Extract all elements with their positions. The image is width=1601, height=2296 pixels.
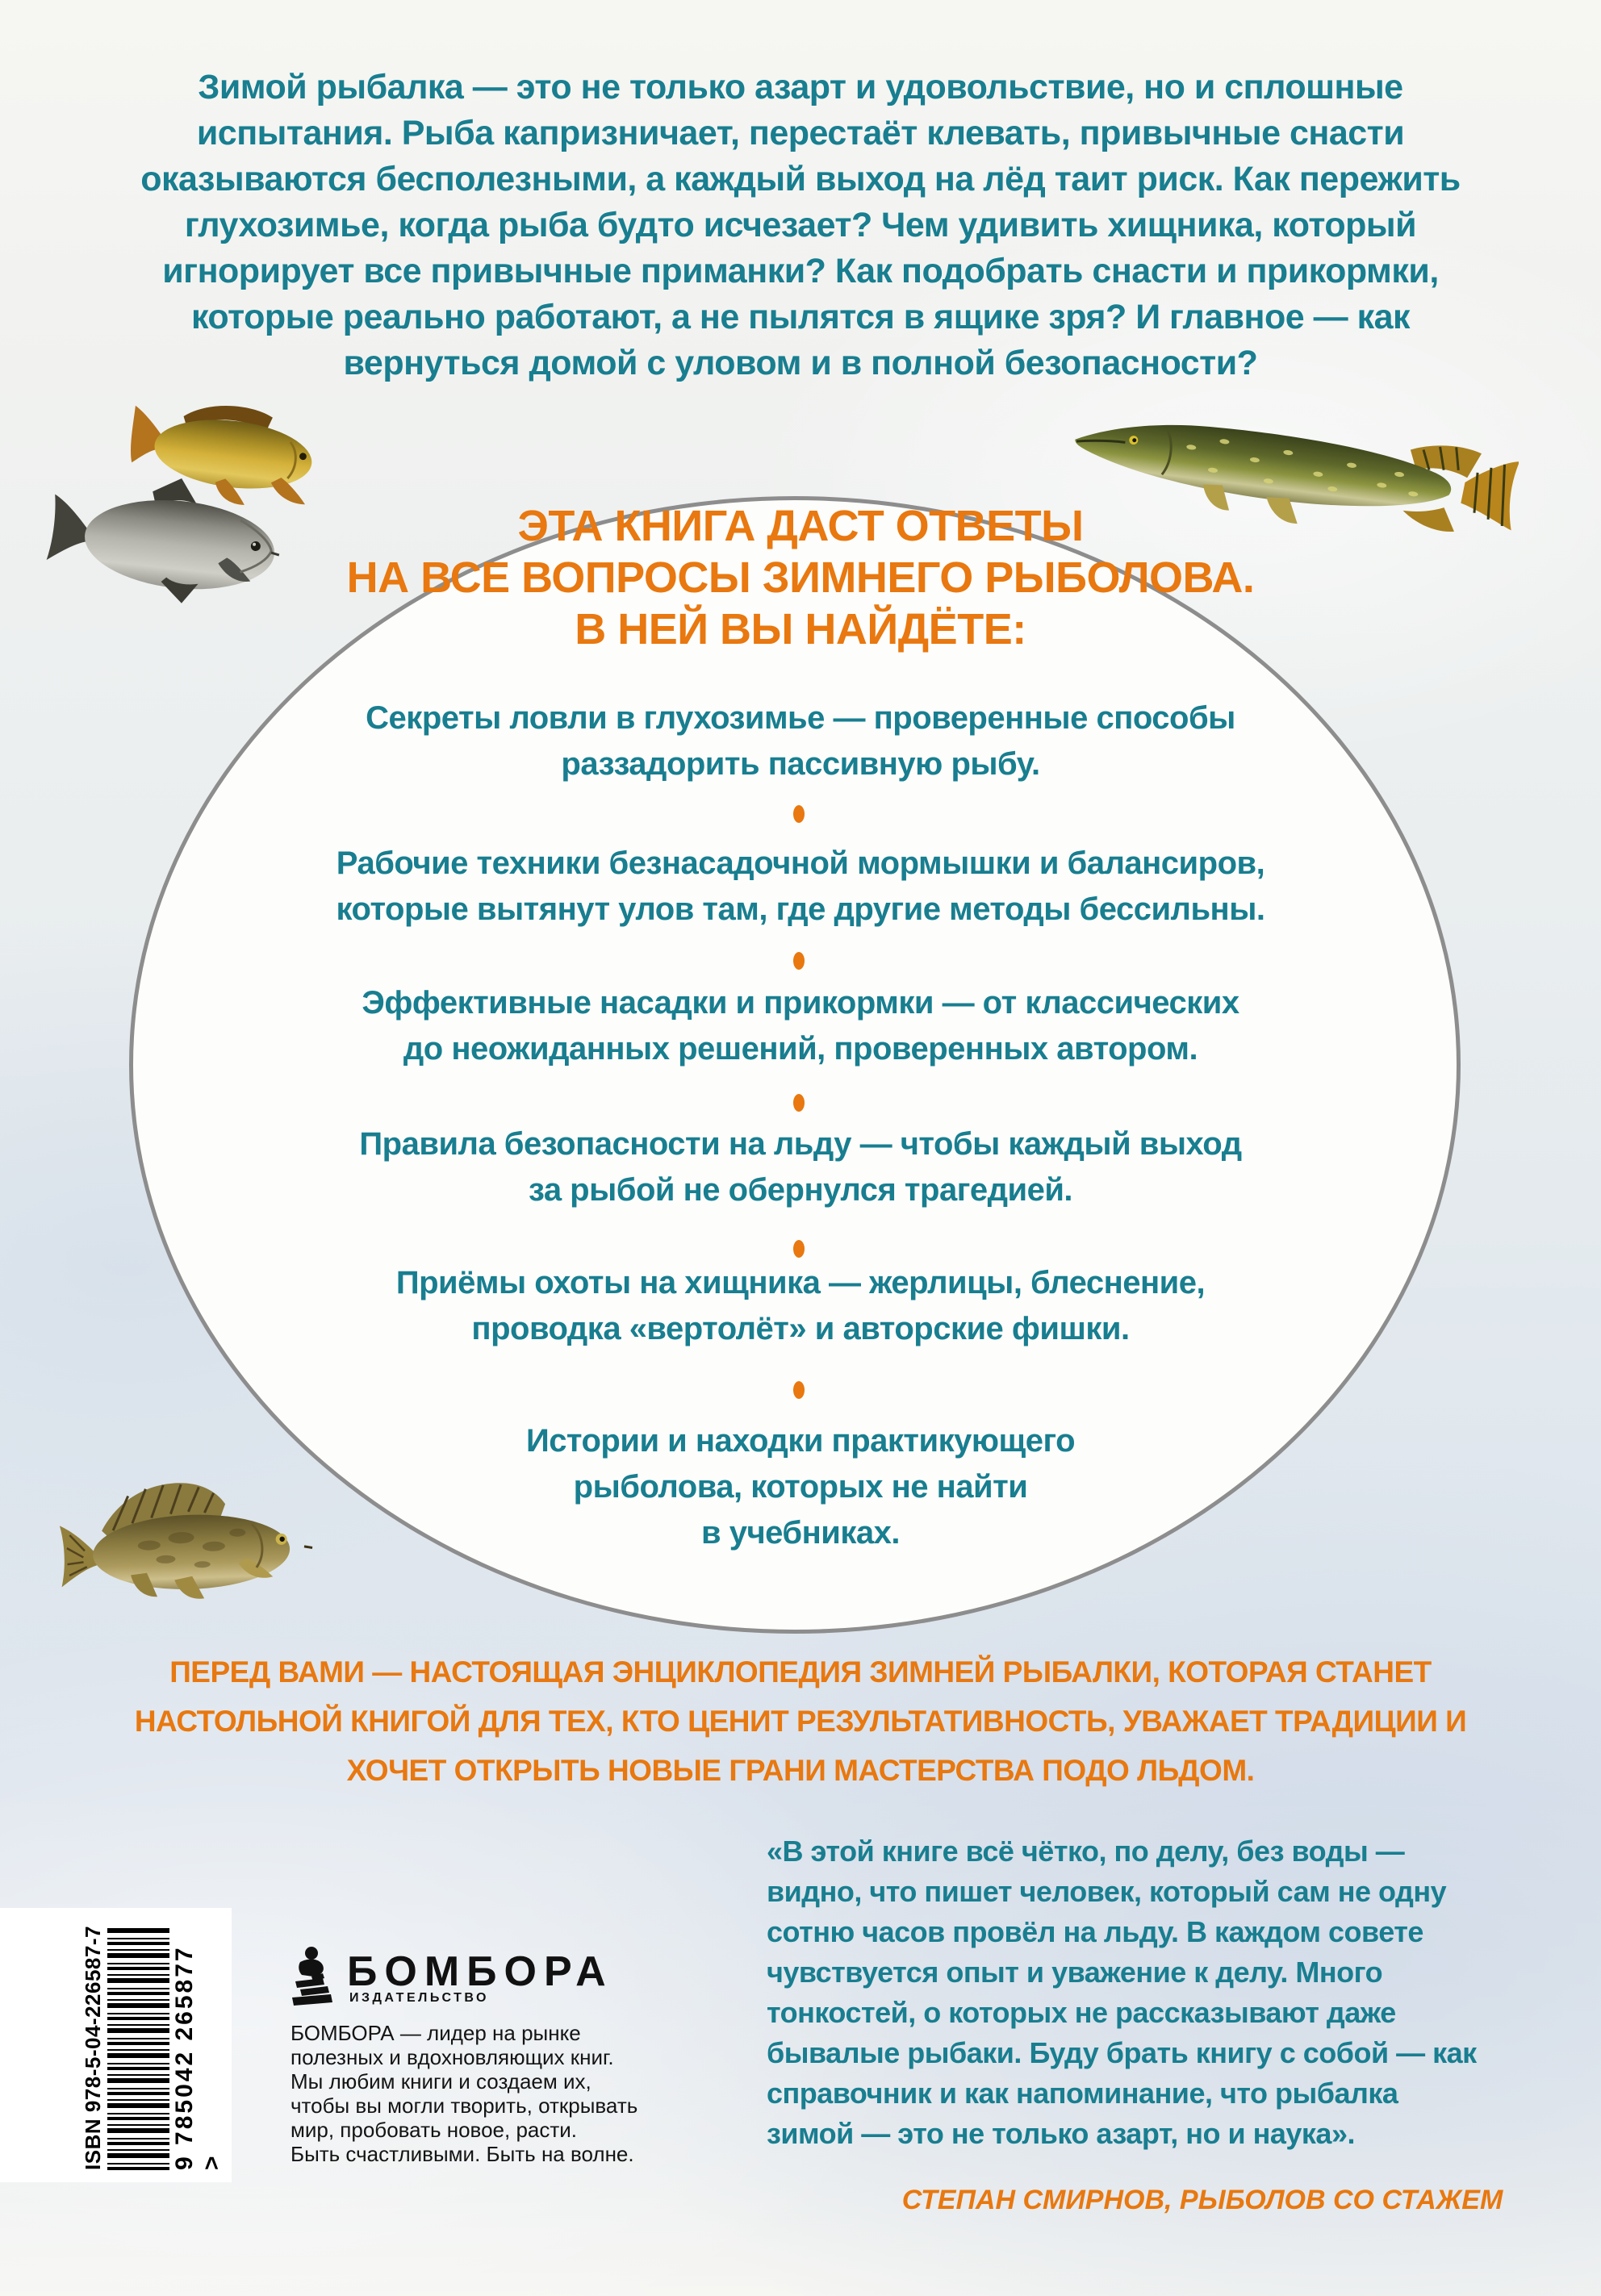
list-separator-dot (793, 1240, 805, 1258)
list-separator-dot (793, 952, 805, 970)
isbn-barcode (81, 1920, 226, 2170)
bombora-wordmark: БОМБОРА (347, 1948, 613, 1995)
list-item: Эффективные насадки и прикормки — от классических до неожиданных решений, проверенных автором. (362, 985, 1239, 1067)
bombora-subtitle: ИЗДАТЕЛЬСТВО (349, 1991, 489, 2005)
list-item: Рабочие техники безнасадочной мормышки и балансиров, которые вытянут улов там, где другие методы бессильны. (336, 845, 1265, 927)
intro-paragraph: Зимой рыбалка — это не только азарт и удовольствие, но и сплошные испытания. Рыба капризничает, перестаёт клевать, привычные снасти оказываются бесполезными, а каждый выход на лёд таит риск. Как пережить глухозимье, когда рыба будто исчезает? Чем удивить хищника, который игнорирует все привычные приманки? Как подобрать снасти и прикормки, которые реально работают, а не пылятся в ящике зря? И главное — как вернуться домой с уловом и в полной безопасности? (140, 68, 1461, 382)
list-item: Приёмы охоты на хищника — жерлицы, блеснение, проводка «вертолёт» и авторские фишки. (395, 1265, 1206, 1346)
list-separator-dot (793, 1381, 805, 1399)
bombora-logo-icon (287, 1946, 334, 2007)
publisher-description: БОМБОРА — лидер на рынке полезных и вдохновляющих книг. Мы любим книги и создаем их, чтобы вы могли творить, открывать мир, пробовать новое, расти. Быть счастливыми. Быть на волне. (291, 2021, 638, 2166)
isbn-label: ISBN 978-5-04-226587-7 (81, 1926, 105, 2170)
list-item: Правила безопасности на льду — чтобы каждый выход за рыбой не обернулся трагедией. (359, 1126, 1242, 1208)
list-separator-dot (793, 1094, 805, 1112)
list-item: Истории и находки практикующего рыболова, которых не найти в учебниках. (525, 1423, 1076, 1551)
circle-heading: ЭТА КНИГА ДАСТ ОТВЕТЫ НА ВСЕ ВОПРОСЫ ЗИМНЕГО РЫБОЛОВА. В НЕЙ ВЫ НАЙДЁТЕ: (346, 502, 1255, 653)
barcode-bars (107, 1928, 169, 2170)
tagline-paragraph: ПЕРЕД ВАМИ — НАСТОЯЩАЯ ЭНЦИКЛОПЕДИЯ ЗИМНЕЙ РЫБАЛКИ, КОТОРАЯ СТАНЕТ НАСТОЛЬНОЙ КНИГОЙ ДЛЯ ТЕХ, КТО ЦЕНИТ РЕЗУЛЬТАТИВНОСТЬ, УВАЖАЕТ ТРАДИЦИИ И ХОЧЕТ ОТКРЫТЬ НОВЫЕ ГРАНИ МАСТЕРСТВА ПОДО ЛЬДОМ. (134, 1655, 1467, 1787)
barcode-digits: 9 785042 265877 > (171, 1945, 225, 2170)
quote-attribution: СТЕПАН СМИРНОВ, РЫБОЛОВ СО СТАЖЕМ (901, 2185, 1503, 2215)
list-separator-dot (793, 805, 805, 823)
reader-quote: «В этой книге всё чётко, по делу, без воды — видно, что пишет человек, который сам не одну сотню часов провёл на льду. В каждом совете чувствуется опыт и уважение к делу. Много тонкостей, о которых не рассказывают даже бывалые рыбаки. Буду брать книгу с собой — как справочник и как напоминание, что рыбалка зимой — это не только азарт, но и наука». (767, 1835, 1477, 2150)
list-item: Секреты ловли в глухозимье — проверенные способы раззадорить пассивную рыбу. (366, 700, 1235, 782)
